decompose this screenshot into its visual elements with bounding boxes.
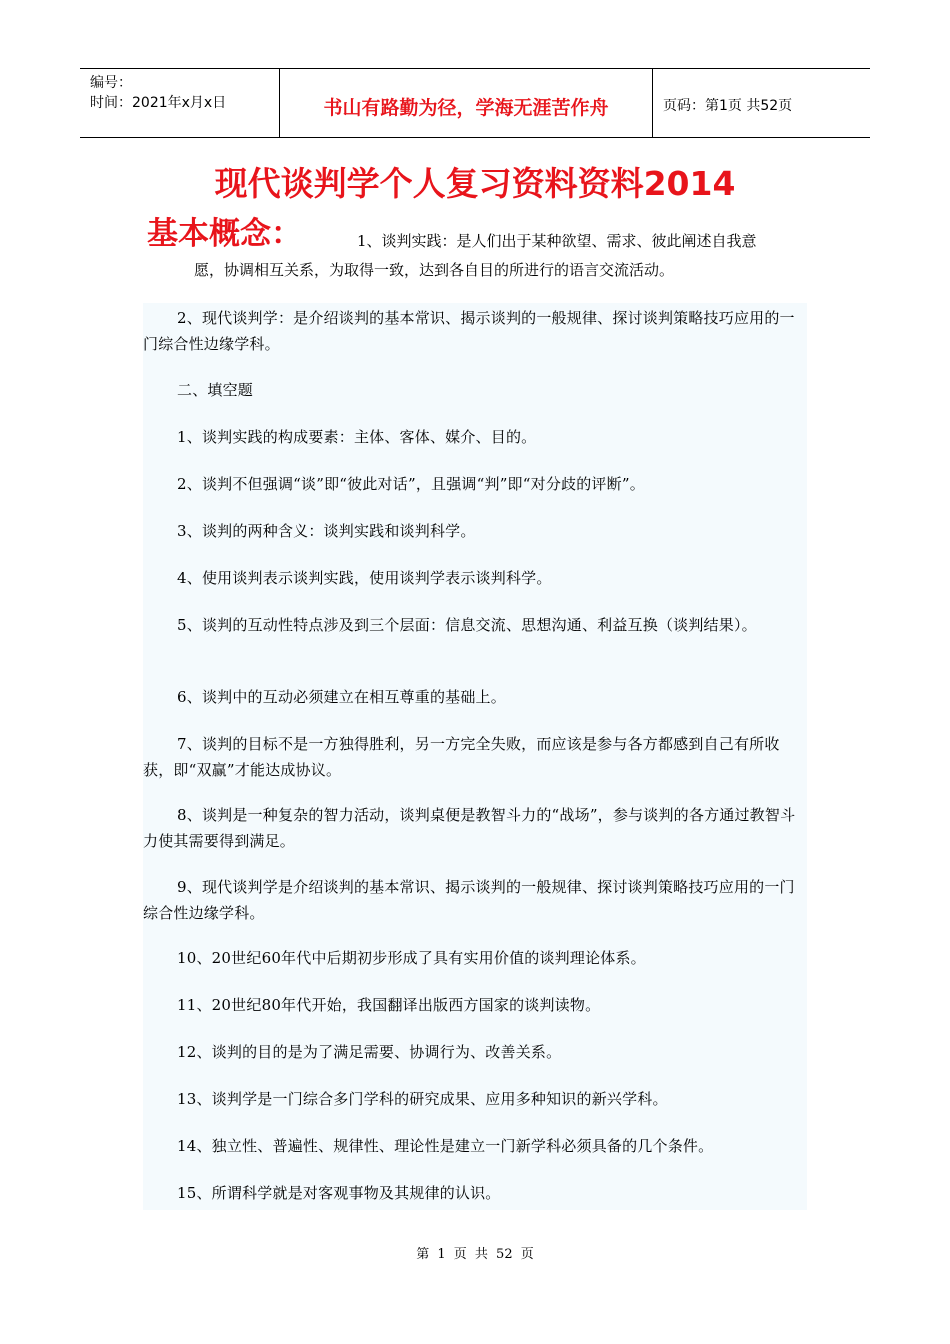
paragraph: 15、所谓科学就是对客观事物及其规律的认识。 <box>177 1184 501 1202</box>
paragraph: 6、谈判中的互动必须建立在相互尊重的基础上。 <box>177 688 506 706</box>
section-heading: 二、填空题 <box>177 381 254 399</box>
concept-item1-line2: 愿，协调相互关系，为取得一致，达到各自目的所进行的语言交流活动。 <box>194 261 675 279</box>
paragraph: 4、使用谈判表示谈判实践，使用谈判学表示谈判科学。 <box>177 569 552 587</box>
paragraph: 14、独立性、普遍性、规律性、理论性是建立一门新学科必须具备的几个条件。 <box>177 1137 714 1155</box>
document-title: 现代谈判学个人复习资料资料2014 <box>214 164 736 203</box>
content-area <box>143 303 807 1210</box>
paragraph: 5、谈判的互动性特点涉及到三个层面：信息交流、思想沟通、利益互换（谈判结果）。 <box>177 616 757 634</box>
concepts-heading: 基本概念： <box>147 216 302 252</box>
paragraph: 2、谈判不但强调“谈”即“彼此对话”，且强调“判”即“对分歧的评断”。 <box>177 475 645 493</box>
paragraph: 10、20世纪60年代中后期初步形成了具有实用价值的谈判理论体系。 <box>177 949 646 967</box>
paragraph: 9、现代谈判学是介绍谈判的基本常识、揭示谈判的一般规律、探讨谈判策略技巧应用的一门综合性边缘学科。 <box>143 878 795 922</box>
header-page-info: 页码：第1页 共52页 <box>663 98 793 114</box>
paragraph: 11、20世纪80年代开始，我国翻译出版西方国家的谈判读物。 <box>177 996 601 1014</box>
header-meta <box>80 69 280 137</box>
paragraph: 8、谈判是一种复杂的智力活动，谈判桌便是教智斗力的“战场”，参与谈判的各方通过教智斗力使其需要得到满足。 <box>143 806 796 850</box>
header-motto: 书山有路勤为径，学海无涯苦作舟 <box>280 69 653 137</box>
paragraph: 12、谈判的目的是为了满足需要、协调行为、改善关系。 <box>177 1043 562 1061</box>
concept-item1-line1: 1、谈判实践：是人们出于某种欲望、需求、彼此阐述自我意 <box>357 232 757 250</box>
time-label: 时间：2021年x月x日 <box>90 95 227 111</box>
paragraph: 1、谈判实践的构成要素：主体、客体、媒介、目的。 <box>177 428 537 446</box>
page-header <box>80 68 870 138</box>
paragraph: 2、现代谈判学：是介绍谈判的基本常识、揭示谈判的一般规律、探讨谈判策略技巧应用的一门综合性边缘学科。 <box>143 309 795 353</box>
page-footer: 第 1 页 共 52 页 <box>416 1247 534 1262</box>
paragraph: 3、谈判的两种含义：谈判实践和谈判科学。 <box>177 522 476 540</box>
paragraph: 13、谈判学是一门综合多门学科的研究成果、应用多种知识的新兴学科。 <box>177 1090 668 1108</box>
number-label: 编号： <box>90 75 132 91</box>
paragraph: 7、谈判的目标不是一方独得胜利，另一方完全失败，而应该是参与各方都感到自己有所收获，即“双赢”才能达成协议。 <box>143 735 780 779</box>
